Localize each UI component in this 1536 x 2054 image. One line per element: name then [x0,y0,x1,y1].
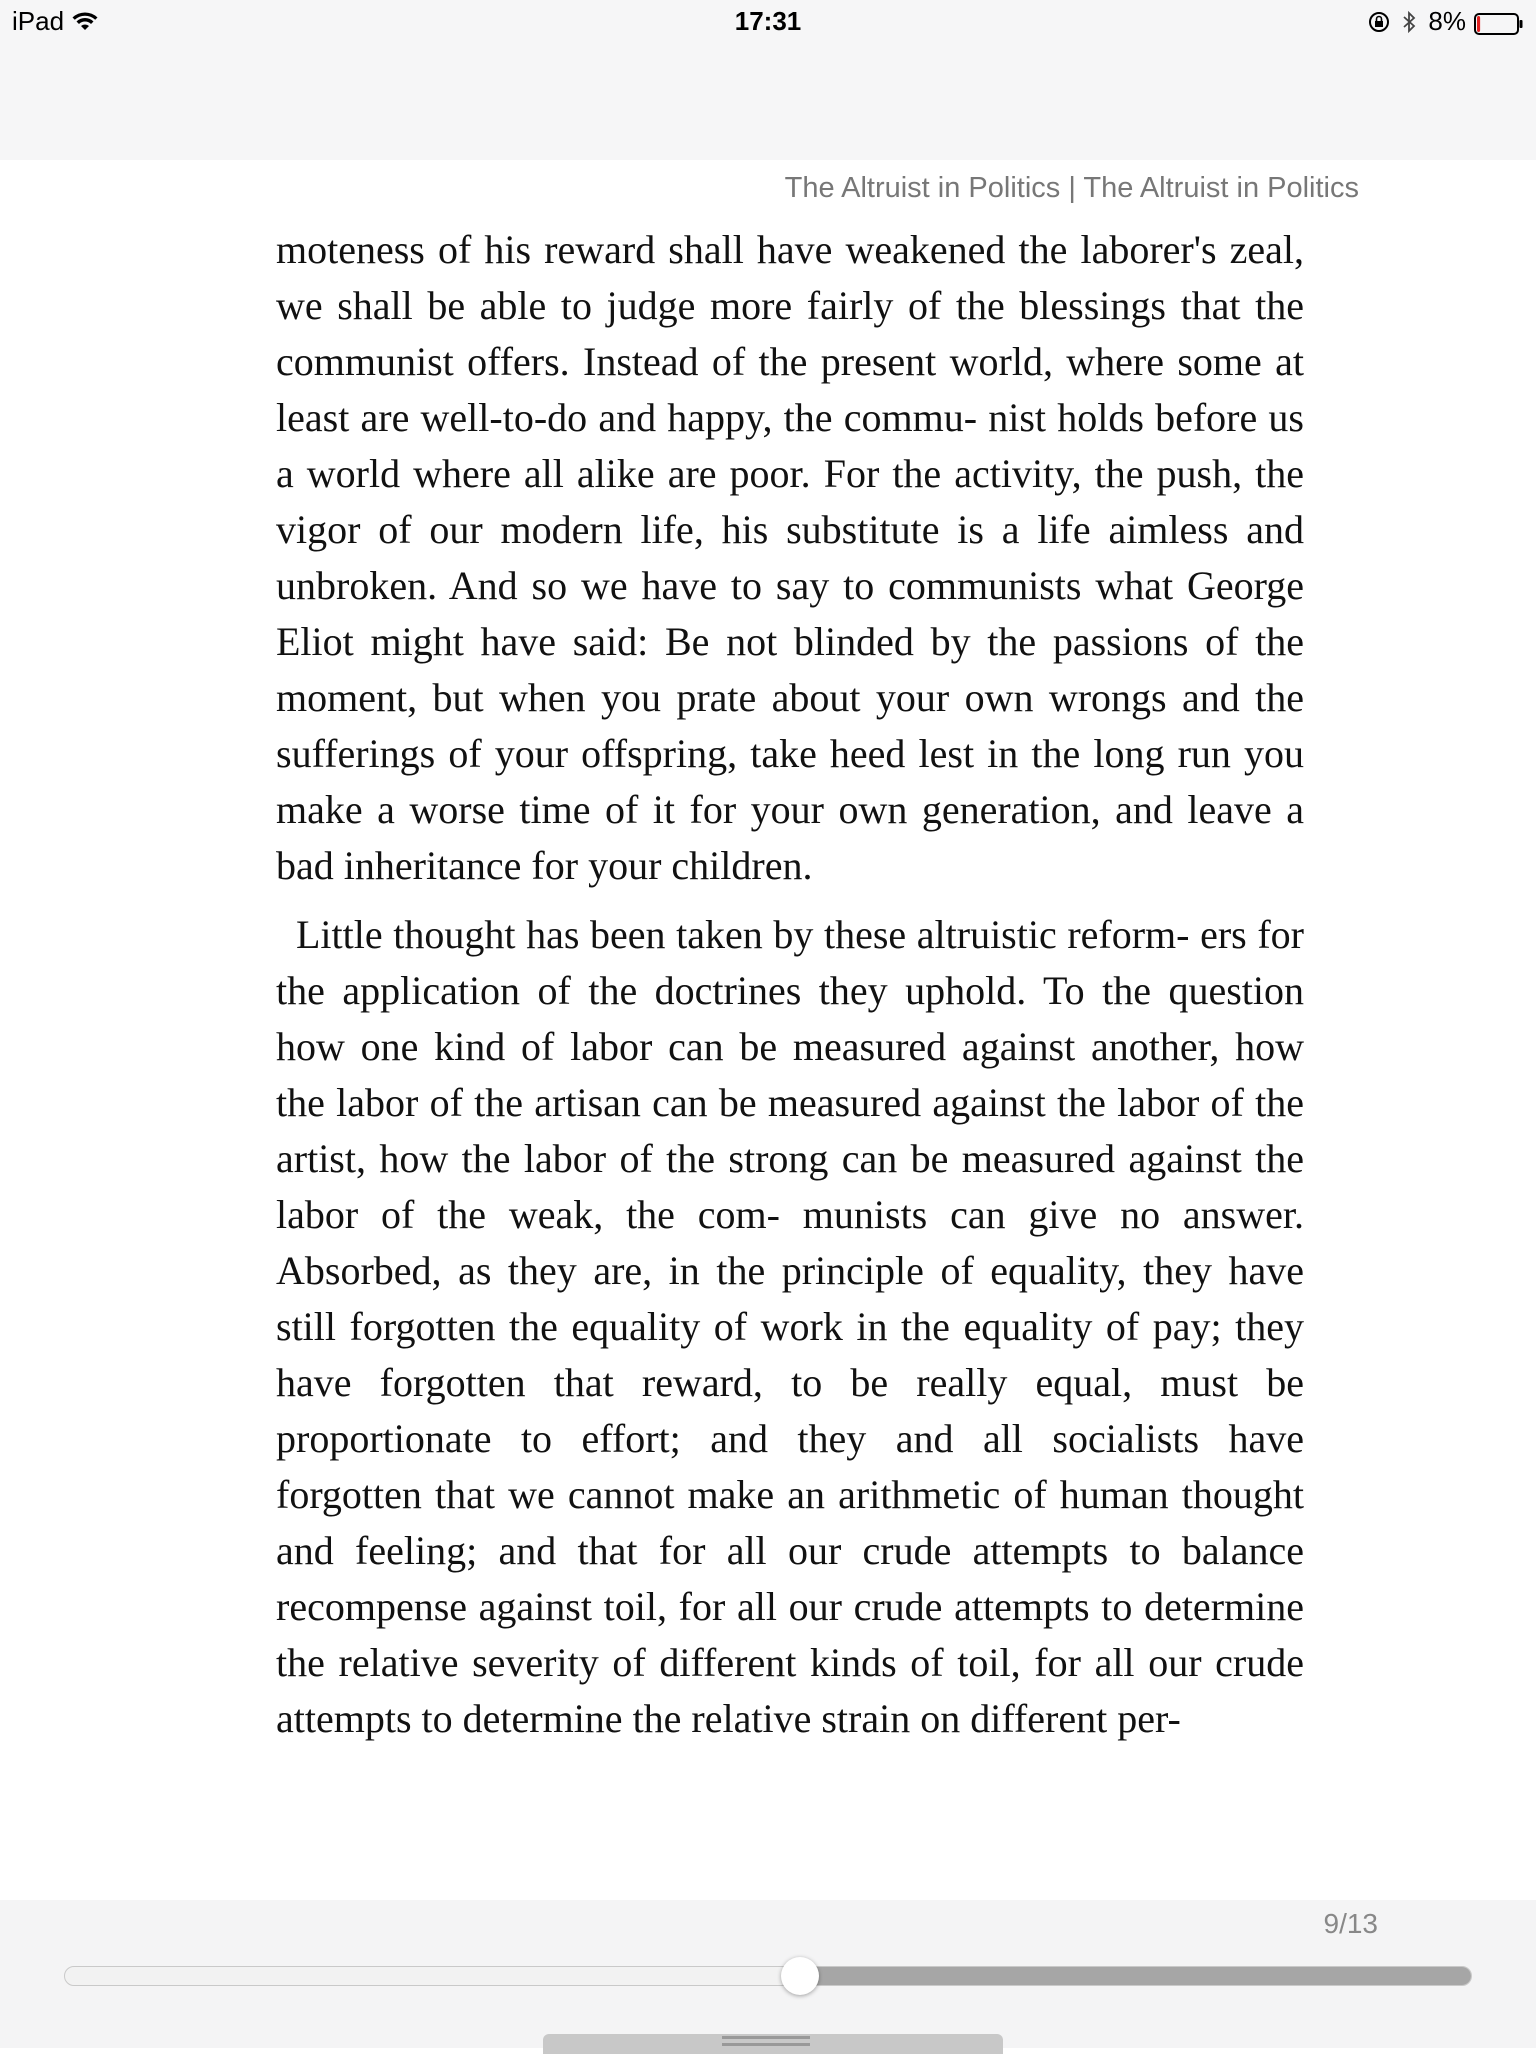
clock: 17:31 [734,6,802,36]
paragraph: Little thought has been taken by these altruistic reform- ers for the application of the doctrines they uphold. To the question how one kind of labor can be measured against another, how the labor of the artisan can be measured against the labor of the artist, how the labor of the strong can be measured against the labor of the weak, the com- munists can give no answer. Absorbed, as they are, in the principle of equality, they have still forgotten the equality of work in the equality of pay; they have forgotten that reward, to be really equal, must be proportionate to effort; and they and all socialists have forgotten that we cannot make an arithmetic of human thought and feeling; and that for all our crude attempts to balance recompense against toil, for all our crude attempts to determine the relative severity of different kinds of toil, for all our crude attempts to determine the relative strain on different per- [276,912,1304,1741]
status-right [1368,6,1524,37]
book-title-header: The Altruist in Politics | The Altruist in Politics [784,172,1359,204]
rotation-lock-icon [1368,10,1390,34]
page-progress-slider[interactable] [64,1966,1472,1986]
page-counter: 9/13 [1323,1908,1378,1939]
grip-icon [722,2036,810,2046]
page-content [276,222,1304,1747]
status-bar [0,0,1536,160]
paragraph: moteness of his reward shall have weakened the laborer's zeal, we shall be able to judge more fairly of the blessings that the communist offers. Instead of the present world, where some at least are well-to-do and happy, the commu- nist holds before us a world where all alike are poor. For the activity, the push, the vigor of our modern life, his substitute is a life aimless and unbroken. And so we have to say to communists what George Eliot might have said: Be not blinded by the passions of the moment, but when you prate about your own wrongs and the sufferings of your offspring, take heed lest in the long run you make a worse time of it for your own generation, and leave a bad inheritance for your children. [276,227,1304,888]
battery-icon [1474,11,1524,33]
progress-remaining [800,1967,1471,1985]
device-name: iPad [12,6,65,36]
bluetooth-icon [1398,10,1420,34]
battery-percent: 8% [1428,6,1466,36]
